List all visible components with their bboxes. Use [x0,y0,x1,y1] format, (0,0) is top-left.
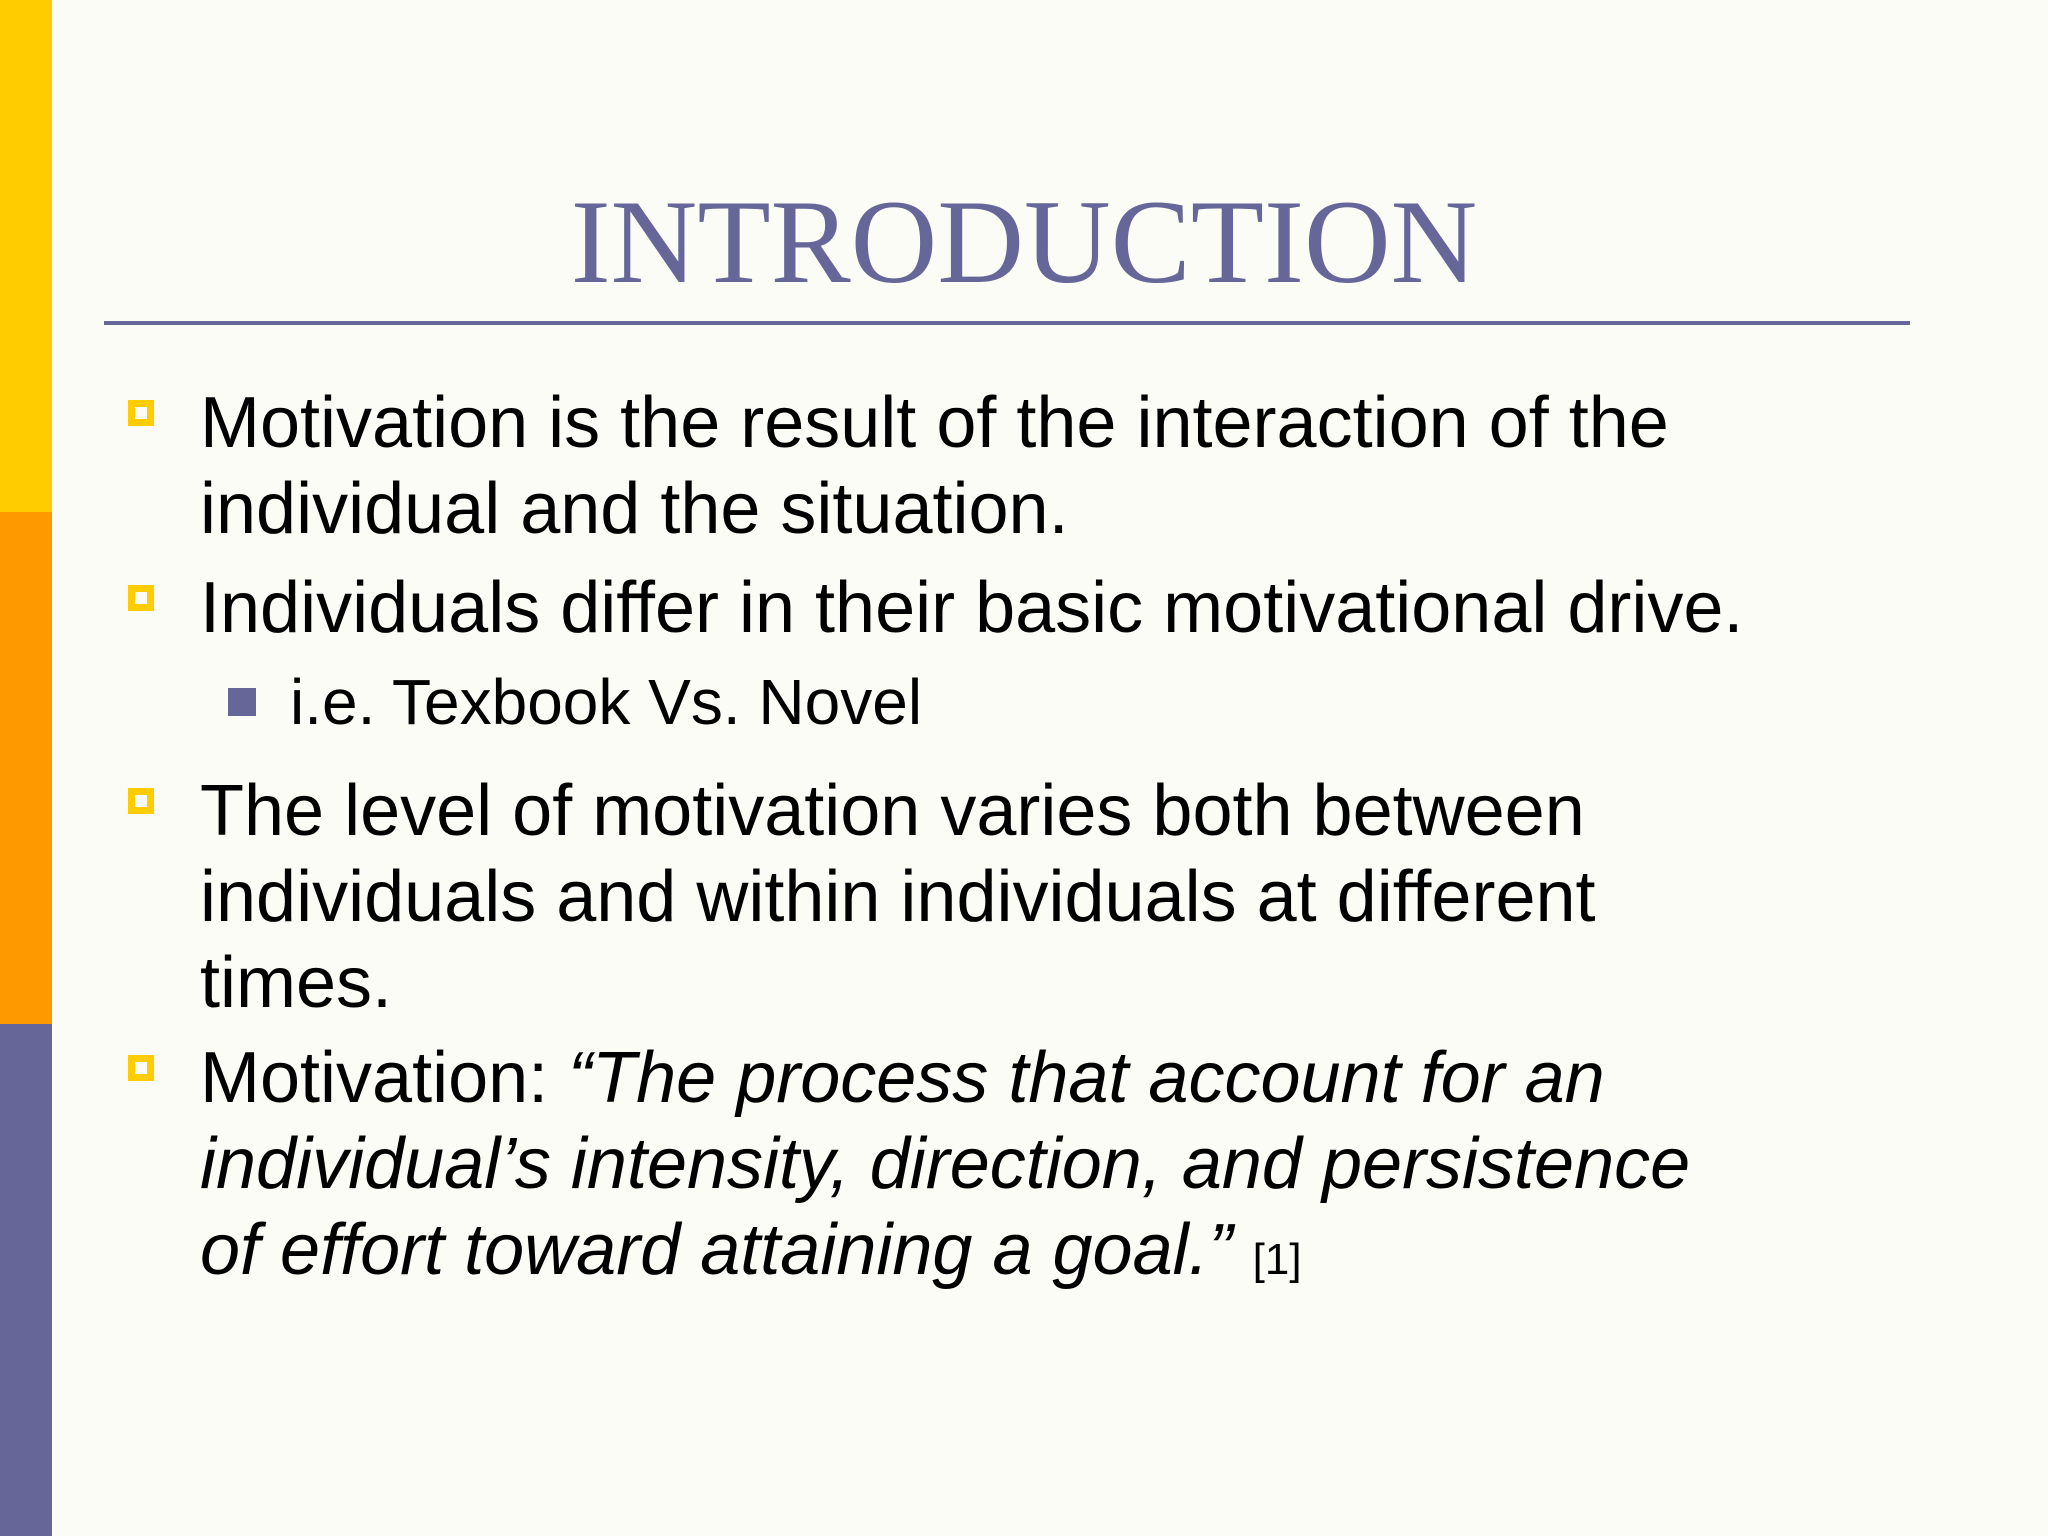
definition-quote-line-2: individual’s intensity, direction, and persistence [200,1124,1691,1204]
sub-bullet-text: i.e. Texbook Vs. Novel [290,666,923,738]
strip-orange-segment [0,512,52,1024]
bullet-line: times. [200,943,393,1023]
bullet-line: individuals and within individuals at different [200,857,1596,937]
bullet-square-icon [128,788,154,814]
bullet-line: Individuals differ in their basic motivational drive. [200,568,1744,648]
citation-marker: [1] [1252,1235,1302,1284]
bullet-text [200,565,1960,651]
title-underline [104,321,1910,325]
bullet-square-icon [128,1055,154,1081]
definition-quote-line-3: of effort toward attaining a goal.” [200,1210,1233,1290]
left-color-strip [0,0,52,1536]
bullet-line: individual and the situation. [200,469,1069,549]
bullet-square-icon [128,400,154,426]
bullet-text [200,768,1960,1026]
bullet-line [200,1035,1960,1121]
bullet-line [200,1207,1960,1303]
definition-quote-line-1: “The process that account for an [568,1038,1605,1118]
definition-lead: Motivation: [200,1038,569,1118]
bullet-line: Motivation is the result of the interaction of the [200,383,1669,463]
slide-title: INTRODUCTION [570,175,1478,308]
bullet-text [200,1035,1960,1303]
strip-purple-segment [0,1024,52,1536]
strip-yellow-segment [0,0,52,512]
sub-bullet-square-icon [228,688,256,716]
bullet-line: The level of motivation varies both between [200,771,1585,851]
bullet-text [200,380,1960,552]
bullet-square-icon [128,585,154,611]
